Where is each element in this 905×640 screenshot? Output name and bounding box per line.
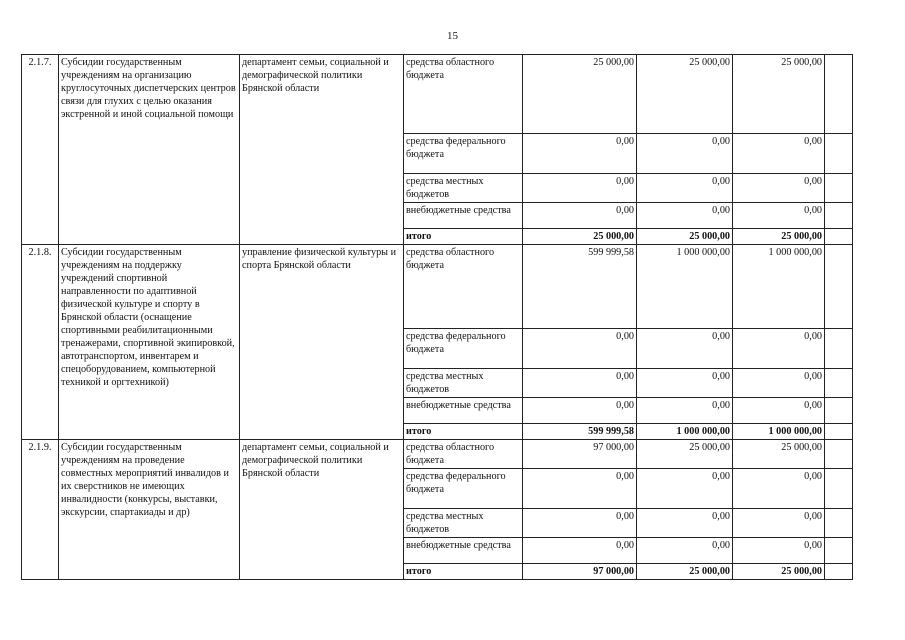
budget-table (21, 54, 853, 580)
value-cell: 0,00 (637, 538, 733, 564)
funding-source: средства федерального бюджета (404, 469, 523, 509)
empty-cell (825, 134, 853, 174)
value-cell: 25 000,00 (733, 440, 825, 469)
empty-cell (825, 398, 853, 424)
value-cell: 1 000 000,00 (637, 245, 733, 329)
value-cell: 0,00 (733, 469, 825, 509)
funding-source: средства местных бюджетов (404, 369, 523, 398)
value-cell: 0,00 (637, 369, 733, 398)
value-cell: 0,00 (637, 134, 733, 174)
funding-source: внебюджетные средства (404, 203, 523, 229)
funding-source: средства местных бюджетов (404, 174, 523, 203)
value-cell: 0,00 (733, 134, 825, 174)
value-cell: 0,00 (637, 398, 733, 424)
value-cell: 0,00 (523, 134, 637, 174)
value-cell: 0,00 (733, 174, 825, 203)
empty-cell (825, 424, 853, 440)
total-value: 25 000,00 (733, 229, 825, 245)
funding-source: средства областного бюджета (404, 245, 523, 329)
value-cell: 0,00 (637, 203, 733, 229)
total-value: 1 000 000,00 (733, 424, 825, 440)
value-cell: 0,00 (733, 538, 825, 564)
total-value: 25 000,00 (733, 564, 825, 580)
funding-source: внебюджетные средства (404, 538, 523, 564)
value-cell: 0,00 (733, 509, 825, 538)
empty-cell (825, 229, 853, 245)
empty-cell (825, 174, 853, 203)
total-value: 25 000,00 (637, 564, 733, 580)
empty-cell (825, 509, 853, 538)
funding-source: внебюджетные средства (404, 398, 523, 424)
value-cell: 25 000,00 (637, 55, 733, 134)
value-cell: 0,00 (637, 509, 733, 538)
section-executor: управление физической культуры и спорта Брянской области (240, 245, 404, 440)
total-value: 599 999,58 (523, 424, 637, 440)
empty-cell (825, 440, 853, 469)
table-row (22, 55, 853, 134)
value-cell: 0,00 (523, 369, 637, 398)
total-value: 25 000,00 (523, 229, 637, 245)
empty-cell (825, 538, 853, 564)
empty-cell (825, 564, 853, 580)
value-cell: 0,00 (523, 329, 637, 369)
value-cell: 0,00 (733, 398, 825, 424)
value-cell: 25 000,00 (733, 55, 825, 134)
value-cell: 0,00 (523, 509, 637, 538)
value-cell: 97 000,00 (523, 440, 637, 469)
empty-cell (825, 245, 853, 329)
value-cell: 0,00 (637, 469, 733, 509)
value-cell: 0,00 (523, 174, 637, 203)
total-value: 97 000,00 (523, 564, 637, 580)
section-code: 2.1.9. (22, 440, 59, 580)
empty-cell (825, 203, 853, 229)
page-number: 15 (447, 30, 458, 42)
value-cell: 599 999,58 (523, 245, 637, 329)
value-cell: 0,00 (733, 369, 825, 398)
total-label: итого (404, 564, 523, 580)
section-code: 2.1.8. (22, 245, 59, 440)
value-cell: 0,00 (733, 329, 825, 369)
empty-cell (825, 329, 853, 369)
value-cell: 0,00 (637, 329, 733, 369)
value-cell: 25 000,00 (523, 55, 637, 134)
section-code: 2.1.7. (22, 55, 59, 245)
empty-cell (825, 469, 853, 509)
value-cell: 0,00 (523, 203, 637, 229)
empty-cell (825, 55, 853, 134)
funding-source: средства областного бюджета (404, 440, 523, 469)
empty-cell (825, 369, 853, 398)
value-cell: 0,00 (523, 538, 637, 564)
total-label: итого (404, 229, 523, 245)
value-cell: 0,00 (523, 469, 637, 509)
value-cell: 0,00 (733, 203, 825, 229)
section-name: Субсидии государственным учреждениям на поддержку учреждений спортивной направленности по адаптивной физической культуре и спорту в Брянской области (оснащение спортивными реабилитационными тренажерами, спортивной экипировкой, автотранспортом, инвентарем и спецоборудованием, компьютерной техникой и оргтехникой) (59, 245, 240, 440)
value-cell: 1 000 000,00 (733, 245, 825, 329)
table-row (22, 245, 853, 329)
funding-source: средства федерального бюджета (404, 134, 523, 174)
table-row (22, 440, 853, 469)
funding-source: средства федерального бюджета (404, 329, 523, 369)
total-value: 1 000 000,00 (637, 424, 733, 440)
section-name: Субсидии государственным учреждениям на организацию круглосуточных диспетчерских центров связи для глухих с целью оказания экстренной и иной социальной помощи (59, 55, 240, 245)
value-cell: 0,00 (523, 398, 637, 424)
value-cell: 25 000,00 (637, 440, 733, 469)
total-label: итого (404, 424, 523, 440)
funding-source: средства областного бюджета (404, 55, 523, 134)
value-cell: 0,00 (637, 174, 733, 203)
section-name: Субсидии государственным учреждениям на проведение совместных мероприятий инвалидов и их сверстников не имеющих инвалидности (конкурсы, выставки, экскурсии, спартакиады и др) (59, 440, 240, 580)
funding-source: средства местных бюджетов (404, 509, 523, 538)
section-executor: департамент семьи, социальной и демографической политики Брянской области (240, 55, 404, 245)
section-executor: департамент семьи, социальной и демографической политики Брянской области (240, 440, 404, 580)
total-value: 25 000,00 (637, 229, 733, 245)
